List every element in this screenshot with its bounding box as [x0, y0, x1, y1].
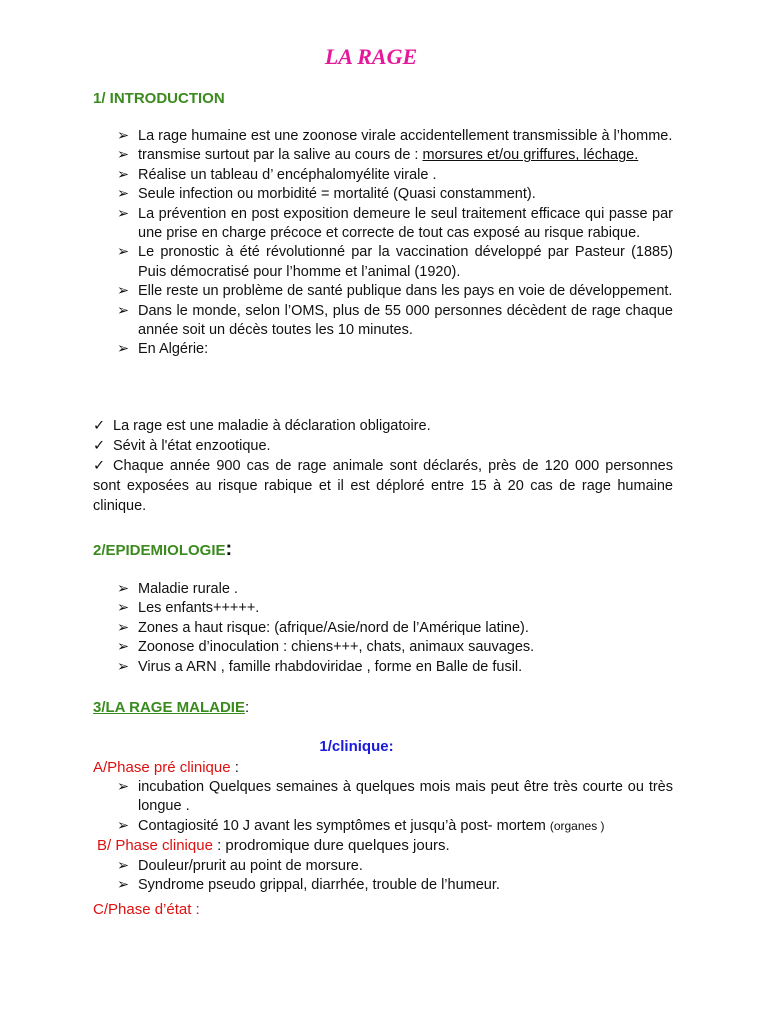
intro-bullet-list [117, 127, 673, 360]
arrow-bullet-icon: ➢ [117, 817, 130, 834]
list-item: ✓ Chaque année 900 cas de rage animale sont déclarés, près de 120 000 personnes sont exposées au risque rabique et il est déploré entre 15 à 20 cas de rage humaine clinique. [93, 458, 673, 514]
arrow-bullet-icon: ➢ [117, 283, 130, 300]
arrow-bullet-icon: ➢ [117, 186, 130, 203]
list-item: ➢ En Algérie: [117, 340, 673, 359]
list-item: ✓ Sévit à l'état enzootique. [93, 438, 271, 454]
list-item: ➢ Maladie rurale . [117, 580, 673, 599]
list-item: ➢ Douleur/prurit au point de morsure. [117, 857, 673, 876]
list-item: ➢ Le pronostic à été révolutionné par la vaccination développé par Pasteur (1885) Puis démocratisé pour l’homme et l’animal (1920). [117, 244, 673, 280]
subsection-title-clinique: 1/clinique: [319, 738, 394, 755]
list-item: ➢ Zoonose d’inoculation : chiens+++, chats, animaux sauvages. [117, 638, 673, 657]
list-item: ➢ Elle reste un problème de santé publique dans les pays en voie de développement. [117, 282, 673, 301]
arrow-bullet-icon: ➢ [117, 581, 130, 597]
check-icon: ✓ [93, 418, 106, 434]
list-item: ✓ La rage est une maladie à déclaration obligatoire. [93, 418, 431, 434]
underlined-text: morsures et/ou griffures, léchage. [422, 147, 639, 164]
arrow-bullet-icon: ➢ [117, 302, 130, 319]
arrow-bullet-icon: ➢ [117, 205, 130, 222]
list-item: ➢ La rage humaine est une zoonose virale accidentellement transmissible à l’homme. [117, 127, 673, 146]
arrow-bullet-icon: ➢ [117, 147, 130, 164]
arrow-bullet-icon: ➢ [117, 244, 130, 261]
list-item: ➢ Syndrome pseudo grippal, diarrhée, trouble de l’humeur. [117, 876, 673, 895]
arrow-bullet-icon: ➢ [117, 128, 130, 144]
arrow-bullet-icon: ➢ [117, 600, 130, 617]
section-heading-rage-maladie: 3/LA RAGE MALADIE: [93, 699, 250, 716]
list-item: ➢ Contagiosité 10 J avant les symptômes et jusqu’à post- mortem (organes ) [117, 817, 673, 836]
list-item: ➢ La prévention en post exposition demeure le seul traitement efficace qui passe par une prise en charge précoce et correcte de tout cas exposé au risque rabique. [117, 205, 673, 242]
arrow-bullet-icon: ➢ [117, 858, 130, 874]
list-item: ➢ Virus a ARN , famille rhabdoviridae , forme en Balle de fusil. [117, 658, 673, 677]
arrow-bullet-icon: ➢ [117, 658, 130, 675]
epidemio-bullet-list [117, 580, 673, 677]
arrow-bullet-icon: ➢ [117, 341, 130, 358]
arrow-bullet-icon: ➢ [117, 779, 130, 795]
list-item: ➢ Seule infection ou morbidité = mortalité (Quasi constamment). [117, 185, 673, 204]
check-icon: ✓ [93, 458, 106, 474]
section-heading-introduction: 1/ INTRODUCTION [93, 90, 225, 107]
list-item: ➢ transmise surtout par la salive au cours de : morsures et/ou griffures, léchage. [117, 146, 673, 165]
list-item: ➢ Zones a haut risque: (afrique/Asie/nord de l’Amérique latine). [117, 619, 673, 638]
arrow-bullet-icon: ➢ [117, 877, 130, 894]
algeria-check-list [93, 416, 673, 516]
phase-a-heading: A/Phase pré clinique : [93, 759, 239, 776]
arrow-bullet-icon: ➢ [117, 166, 130, 183]
phase-b-bullet-list [117, 857, 673, 896]
phase-c-heading: C/Phase d’état : [93, 901, 200, 918]
list-item: ➢ incubation Quelques semaines à quelques mois mais peut être très courte ou très longue . [117, 779, 673, 815]
arrow-bullet-icon: ➢ [117, 619, 130, 636]
list-item: ➢ Dans le monde, selon l’OMS, plus de 55 000 personnes décèdent de rage chaque année soit un décès toutes les 10 minutes. [117, 302, 673, 339]
document-title: LA RAGE [324, 44, 418, 69]
check-icon: ✓ [93, 438, 106, 454]
phase-b-heading: B/ Phase clinique : prodromique dure quelques jours. [97, 837, 450, 854]
phase-a-bullet-list [117, 778, 673, 836]
list-item: ➢ Les enfants+++++. [117, 599, 673, 618]
arrow-bullet-icon: ➢ [117, 639, 130, 656]
section-heading-epidemiologie: 2/EPIDEMIOLOGIE: [93, 538, 233, 560]
list-item: ➢ Réalise un tableau d’ encéphalomyélite virale . [117, 166, 673, 185]
